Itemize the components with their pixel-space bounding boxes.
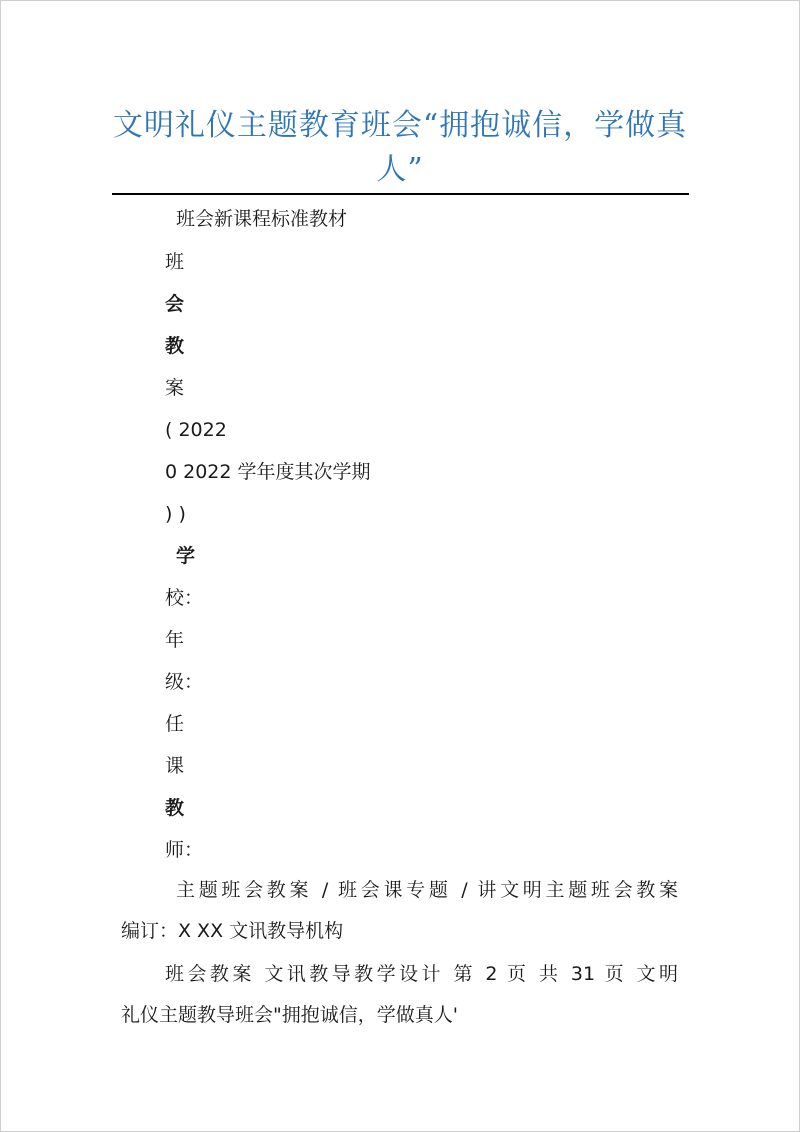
title-line-2: 人” (376, 152, 424, 187)
text-line: 会 (165, 293, 185, 315)
text-line: 教 (165, 797, 185, 819)
text-line: ( 2022 (165, 419, 227, 441)
title-divider (112, 193, 689, 195)
text-line: 班会教案 文讯教导教学设计 第 2 页 共 31 页 文明 (165, 963, 678, 985)
text-line: 班会新课程标准教材 (176, 208, 348, 230)
text-line: 礼仪主题教导班会"拥抱诚信，学做真人' (121, 1004, 458, 1026)
text-line: ) ) (165, 503, 186, 525)
text-line: 教 (165, 335, 185, 357)
text-line: 校： (165, 587, 204, 609)
text-line: 0 2022 学年度其次学期 (165, 461, 371, 483)
text-line: 编订：X XX 文讯教导机构 (121, 920, 344, 942)
text-line: 班 (165, 251, 185, 273)
text-line: 主题班会教案 / 班会课专题 / 讲文明主题班会教案 (176, 879, 678, 901)
text-line: 学 (176, 545, 196, 567)
text-line: 年 (165, 629, 185, 651)
text-line: 师： (165, 839, 204, 861)
text-line: 任 (165, 713, 185, 735)
document-title (100, 104, 700, 192)
title-line-1: 文明礼仪主题教育班会“拥抱诚信，学做真 (112, 108, 688, 143)
text-line: 课 (165, 755, 185, 777)
text-line: 案 (165, 377, 185, 399)
text-line: 级： (165, 671, 204, 693)
